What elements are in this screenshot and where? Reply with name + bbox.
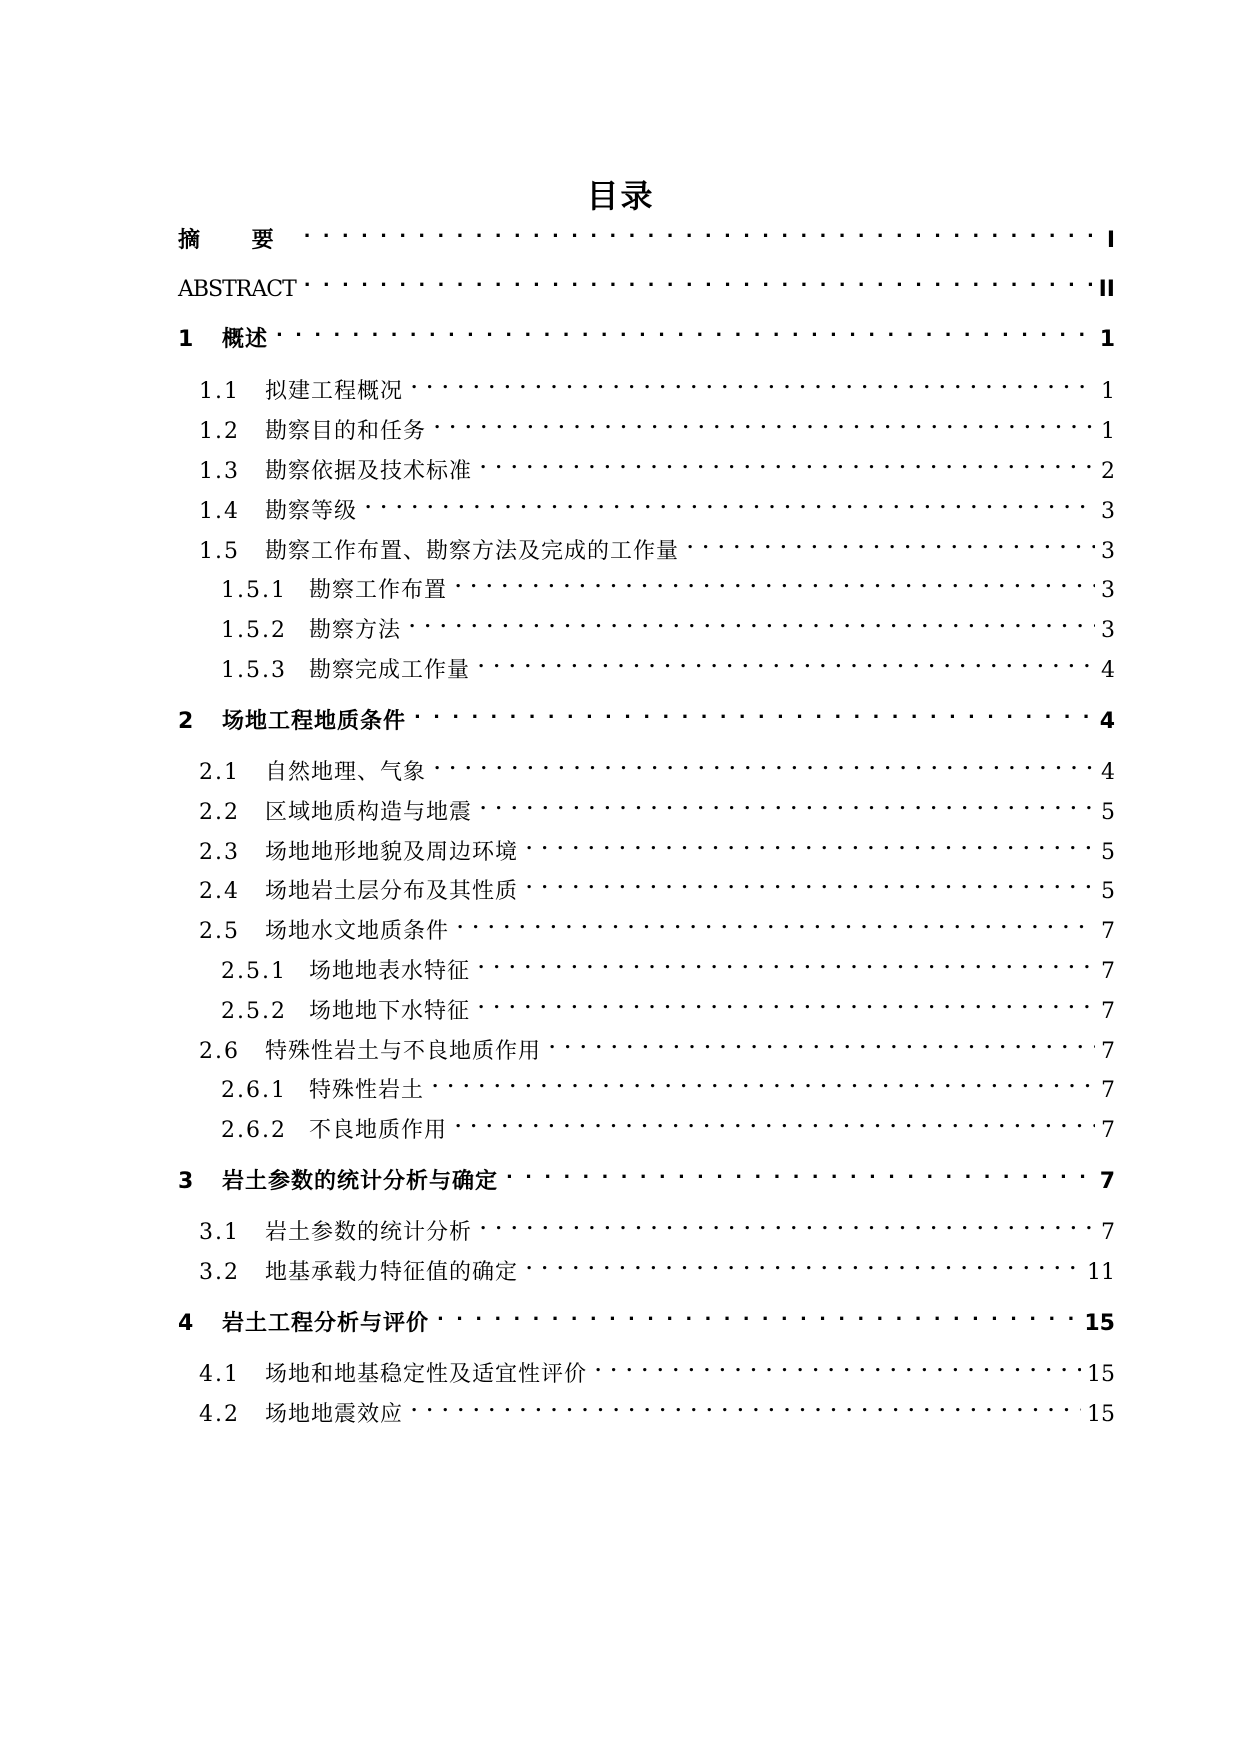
dot-leader — [457, 908, 1095, 938]
toc-entry[interactable] — [178, 316, 1115, 352]
toc-page-number: 4 — [1099, 709, 1115, 734]
dot-leader — [365, 488, 1095, 518]
toc-entry[interactable] — [199, 1249, 1115, 1285]
toc-entry-title: 场地工程地质条件 — [222, 709, 407, 734]
toc-entry-number: 4 — [178, 1311, 194, 1336]
toc-page-number: 7 — [1101, 919, 1115, 944]
toc-page-number: 1 — [1101, 419, 1115, 444]
toc-entry[interactable] — [199, 829, 1115, 865]
toc-entry-title: 勘察工作布置 — [309, 578, 448, 603]
toc-entry[interactable] — [221, 988, 1115, 1024]
toc-page-number: 1 — [1101, 379, 1115, 404]
dot-leader — [480, 789, 1095, 819]
dot-leader — [480, 1209, 1095, 1239]
dot-leader — [437, 1300, 1078, 1330]
dot-leader — [687, 528, 1095, 558]
toc-entry-title: 场地水文地质条件 — [265, 919, 450, 944]
toc-entry[interactable] — [199, 1351, 1115, 1387]
toc-entry-number: 4.2 — [199, 1402, 240, 1427]
toc-page-number: 7 — [1101, 1078, 1115, 1103]
toc-entry[interactable] — [178, 698, 1115, 734]
toc-entry-number: 2.6.2 — [221, 1118, 287, 1143]
toc-entry-title: 摘 要 — [178, 228, 296, 253]
toc-entry[interactable] — [199, 528, 1115, 564]
dot-leader — [409, 607, 1095, 637]
toc-entry[interactable] — [199, 868, 1115, 904]
toc-entry[interactable] — [199, 408, 1115, 444]
toc-entry-number: 3 — [178, 1169, 194, 1194]
toc-entry-number: 3.1 — [199, 1220, 240, 1245]
dot-leader — [549, 1028, 1095, 1058]
dot-leader — [455, 1107, 1095, 1137]
toc-entry-number: 2.3 — [199, 840, 240, 865]
toc-page-number: 7 — [1101, 959, 1115, 984]
toc-entry-title: 岩土参数的统计分析与确定 — [222, 1169, 499, 1194]
dot-leader — [414, 698, 1094, 728]
dot-leader — [526, 868, 1095, 898]
toc-entry[interactable] — [178, 266, 1115, 302]
toc-page-number: 7 — [1101, 1118, 1115, 1143]
dot-leader — [276, 316, 1094, 346]
toc-entry-number: 2.4 — [199, 879, 240, 904]
toc-entry[interactable] — [199, 368, 1115, 404]
toc-entry-title: 场地地下水特征 — [309, 999, 471, 1024]
toc-entry[interactable] — [199, 789, 1115, 825]
toc-entry-number: 2.5 — [199, 919, 240, 944]
toc-entry-title: 区域地质构造与地震 — [265, 800, 473, 825]
toc-page-number: 7 — [1099, 1169, 1115, 1194]
dot-leader — [434, 408, 1095, 438]
toc-entry[interactable] — [221, 567, 1115, 603]
toc-entry[interactable] — [199, 1209, 1115, 1245]
dot-leader — [411, 1391, 1081, 1421]
dot-leader — [304, 266, 1093, 296]
toc-page-number: 7 — [1101, 1039, 1115, 1064]
toc-entry[interactable] — [199, 1028, 1115, 1064]
toc-entry[interactable] — [221, 948, 1115, 984]
toc-page-number: 4 — [1101, 658, 1115, 683]
toc-entry-title: 场地和地基稳定性及适宜性评价 — [265, 1362, 588, 1387]
toc-page-number: 5 — [1101, 879, 1115, 904]
toc-entry-number: 2.5.1 — [221, 959, 287, 984]
toc-entry-title: 自然地理、气象 — [265, 760, 427, 785]
toc-entry-number: 2.6.1 — [221, 1078, 287, 1103]
dot-leader — [506, 1158, 1094, 1188]
dot-leader — [526, 1249, 1081, 1279]
toc-page-number: 3 — [1101, 618, 1115, 643]
toc-page-number: 11 — [1087, 1260, 1115, 1285]
toc-entry-title: 特殊性岩土 — [309, 1078, 425, 1103]
toc-entry[interactable] — [199, 1391, 1115, 1427]
toc-entry-number: 2.6 — [199, 1039, 240, 1064]
toc-page-number: 7 — [1101, 1220, 1115, 1245]
toc-entry[interactable] — [178, 1158, 1115, 1194]
toc-entry-title: 拟建工程概况 — [265, 379, 404, 404]
toc-entry[interactable] — [199, 908, 1115, 944]
toc-page-number: 3 — [1101, 499, 1115, 524]
toc-entry-title: 场地岩土层分布及其性质 — [265, 879, 519, 904]
toc-entry-title: 岩土参数的统计分析 — [265, 1220, 473, 1245]
toc-entry-title: 概述 — [222, 327, 269, 352]
toc-entry-number: 2.5.2 — [221, 999, 287, 1024]
toc-entry-number: 1.5.3 — [221, 658, 287, 683]
toc-entry[interactable] — [199, 749, 1115, 785]
toc-entry-number: 1.1 — [199, 379, 240, 404]
toc-entry-number: 2 — [178, 709, 194, 734]
toc-entry-title: 勘察等级 — [265, 499, 358, 524]
dot-leader — [411, 368, 1095, 398]
toc-page-number: 15 — [1087, 1362, 1115, 1387]
toc-page-number: 7 — [1101, 999, 1115, 1024]
toc-entry[interactable] — [199, 488, 1115, 524]
toc-entry-title: 场地地形地貌及周边环境 — [265, 840, 519, 865]
dot-leader — [480, 448, 1095, 478]
toc-entry-number: 1 — [178, 327, 194, 352]
toc-entry-number: 3.2 — [199, 1260, 240, 1285]
toc-entry-number: 2.1 — [199, 760, 240, 785]
toc-entry-number: 1.5 — [199, 539, 240, 564]
toc-entry[interactable] — [221, 647, 1115, 683]
toc-page-number: II — [1098, 277, 1115, 302]
toc-entry-number: 1.5.1 — [221, 578, 287, 603]
toc-entry-title: 勘察方法 — [309, 618, 402, 643]
dot-leader — [304, 217, 1101, 247]
toc-entry[interactable] — [221, 607, 1115, 643]
toc-entry[interactable] — [178, 1300, 1115, 1336]
page-title: 目录 — [586, 177, 655, 215]
toc-entry-number: 2.2 — [199, 800, 240, 825]
dot-leader — [478, 948, 1095, 978]
toc-entry-title: ABSTRACT — [178, 277, 296, 302]
dot-leader — [595, 1351, 1081, 1381]
dot-leader — [478, 988, 1095, 1018]
toc-entry-title: 勘察完成工作量 — [309, 658, 471, 683]
toc-entry-number: 1.2 — [199, 419, 240, 444]
toc-entry-title: 勘察工作布置、勘察方法及完成的工作量 — [265, 539, 680, 564]
toc-page-number: 3 — [1101, 578, 1115, 603]
toc-page-number: 1 — [1099, 327, 1115, 352]
toc-entry[interactable] — [221, 1067, 1115, 1103]
toc-page-number: 5 — [1101, 840, 1115, 865]
toc-page-number: 2 — [1101, 459, 1115, 484]
toc-entry-title: 岩土工程分析与评价 — [222, 1311, 430, 1336]
toc-entry[interactable] — [178, 217, 1115, 253]
toc-entry-title: 地基承载力特征值的确定 — [265, 1260, 519, 1285]
toc-page-number: 5 — [1101, 800, 1115, 825]
toc-entry[interactable] — [199, 448, 1115, 484]
toc-page-number: 3 — [1101, 539, 1115, 564]
toc-entry[interactable] — [221, 1107, 1115, 1143]
toc-entry-number: 1.4 — [199, 499, 240, 524]
dot-leader — [434, 749, 1095, 779]
toc-page-number: 15 — [1087, 1402, 1115, 1427]
toc-entry-title: 特殊性岩土与不良地质作用 — [265, 1039, 542, 1064]
toc-entry-number: 1.5.2 — [221, 618, 287, 643]
toc-entry-title: 不良地质作用 — [309, 1118, 448, 1143]
toc-entry-number: 4.1 — [199, 1362, 240, 1387]
dot-leader — [432, 1067, 1095, 1097]
dot-leader — [455, 567, 1095, 597]
toc-entry-title: 场地地表水特征 — [309, 959, 471, 984]
toc-page-number: 15 — [1084, 1311, 1115, 1336]
toc-entry-title: 勘察依据及技术标准 — [265, 459, 473, 484]
toc-entry-title: 场地地震效应 — [265, 1402, 404, 1427]
toc-entry-number: 1.3 — [199, 459, 240, 484]
dot-leader — [478, 647, 1095, 677]
toc-entry-title: 勘察目的和任务 — [265, 419, 427, 444]
toc-page-number: 4 — [1101, 760, 1115, 785]
dot-leader — [526, 829, 1095, 859]
toc-page-number: I — [1106, 228, 1115, 253]
